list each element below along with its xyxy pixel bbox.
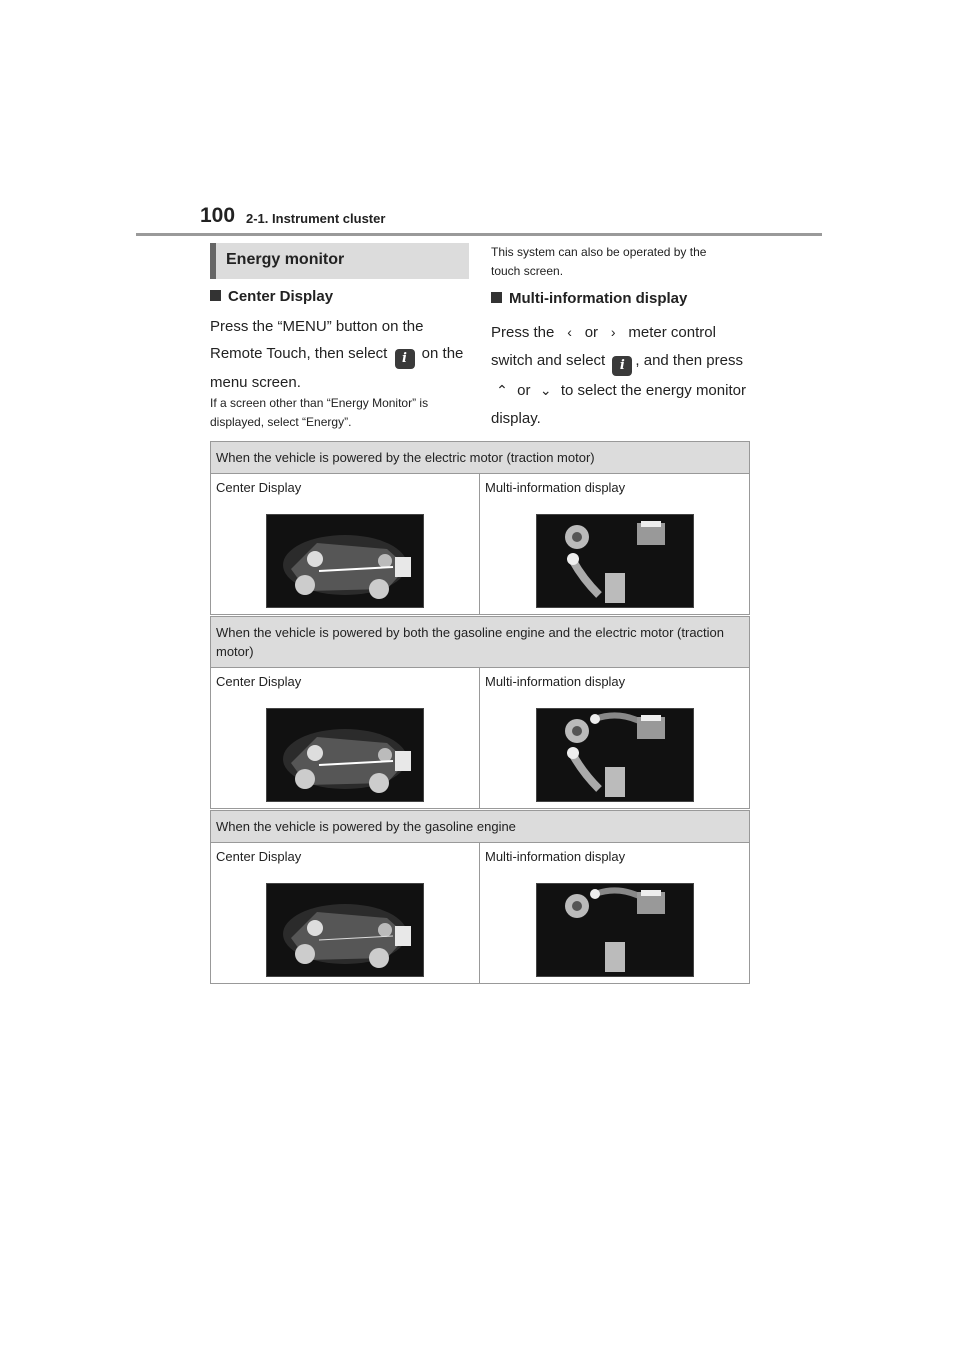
section-label: 2-1. Instrument cluster xyxy=(246,211,386,226)
mid-heading: Multi-information display xyxy=(491,290,687,307)
page-number: 100 xyxy=(200,204,236,227)
touch-screen-note: This system can also be operated by the touch screen. xyxy=(491,245,707,278)
info-icon: i xyxy=(612,356,632,376)
chevron-right-icon: › xyxy=(610,324,616,340)
energy-table-hybrid xyxy=(210,616,750,809)
cell-label-mid: Multi-information display xyxy=(485,674,626,689)
center-display-heading: Center Display xyxy=(210,288,333,305)
square-bullet-icon xyxy=(210,290,221,301)
square-bullet-icon xyxy=(491,292,502,303)
energy-table-electric xyxy=(210,441,750,615)
mid-image xyxy=(536,883,694,977)
center-display-image xyxy=(266,514,424,608)
center-display-note: If a screen other than “Energy Monitor” is displayed, select “Energy”. xyxy=(210,396,429,429)
chevron-down-icon: ⌄ xyxy=(539,382,552,398)
info-icon: i xyxy=(395,349,415,369)
mid-instructions: Press the ‹ or › meter control switch and select i , and then press ⌃ or ⌄ to select the energy monitor display. xyxy=(491,318,759,433)
center-display-image xyxy=(266,883,424,977)
mid-image xyxy=(536,514,694,608)
cell-label-center: Center Display xyxy=(216,480,302,495)
chevron-left-icon: ‹ xyxy=(567,324,572,340)
table-header: When the vehicle is powered by both the gasoline engine and the electric motor (traction motor) xyxy=(211,617,750,668)
table-header: When the vehicle is powered by the electric motor (traction motor) xyxy=(211,442,750,474)
mid-image xyxy=(536,708,694,802)
cell-label-mid: Multi-information display xyxy=(485,480,626,495)
table-header: When the vehicle is powered by the gasoline engine xyxy=(211,811,750,843)
chevron-up-icon: ⌃ xyxy=(496,382,508,398)
energy-table-gasoline xyxy=(210,810,750,984)
center-display-instructions: Press the “MENU” button on the Remote Touch, then select i on the menu screen. xyxy=(210,318,464,391)
center-display-image xyxy=(266,708,424,802)
cell-label-mid: Multi-information display xyxy=(485,849,626,864)
section-title: Energy monitor xyxy=(226,251,345,268)
cell-label-center: Center Display xyxy=(216,849,302,864)
section-title-box xyxy=(210,243,469,279)
cell-label-center: Center Display xyxy=(216,674,302,689)
header-rule xyxy=(136,233,822,236)
